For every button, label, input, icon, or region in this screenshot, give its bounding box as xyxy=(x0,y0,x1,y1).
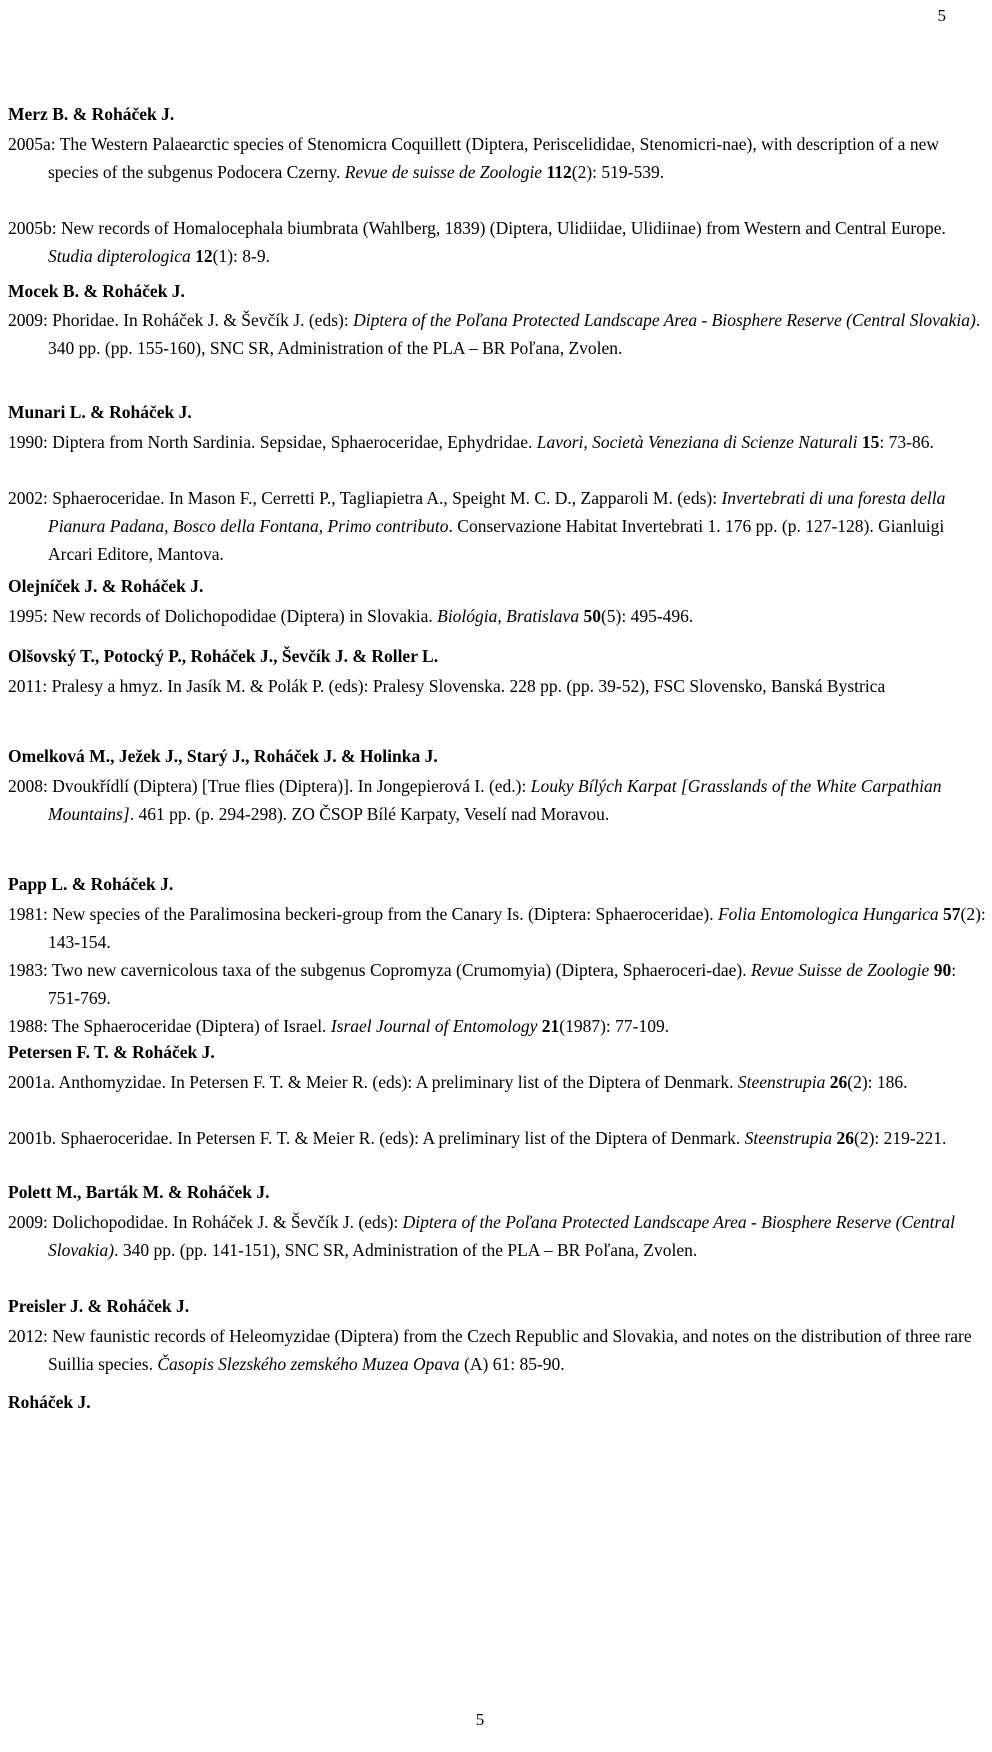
reference-text: (2): 143-154. xyxy=(48,904,986,952)
reference-text: 2012: New faunistic records of Heleomyzidae (Diptera) from the Czech Republic and Slovakia, and notes on the distribution of three rare Suillia species. xyxy=(8,1326,972,1374)
volume-number: 15 xyxy=(861,432,880,452)
author-heading: Roháček J. xyxy=(8,1392,91,1412)
reference-text: : 73-86. xyxy=(879,432,934,452)
reference-text: : 751-769. xyxy=(48,960,957,1008)
author-heading: Petersen F. T. & Roháček J. xyxy=(8,1042,215,1062)
author-heading: Merz B. & Roháček J. xyxy=(8,104,175,124)
author-heading: Preisler J. & Roháček J. xyxy=(8,1296,190,1316)
volume-number: 57 xyxy=(943,904,961,924)
journal-title: Israel Journal of Entomology xyxy=(330,1016,538,1036)
reference-text: (2): 186. xyxy=(847,1072,908,1092)
reference-entry xyxy=(8,130,992,186)
volume-number: 90 xyxy=(933,960,952,980)
reference-text: 1990: Diptera from North Sardinia. Sepsidae, Sphaeroceridae, Ephydridae. xyxy=(8,432,537,452)
journal-title: Invertebrati di una foresta della Pianura Padana, Bosco della Fontana, Primo contributo xyxy=(48,488,946,536)
author-heading: Olejníček J. & Roháček J. xyxy=(8,576,204,596)
reference-text: . 340 pp. (pp. 141-151), SNC SR, Administration of the PLA – BR Poľana, Zvolen. xyxy=(114,1240,698,1260)
reference-text: . 461 pp. (p. 294-298). ZO ČSOP Bílé Karpaty, Veselí nad Moravou. xyxy=(129,804,610,824)
reference-text: 2005a: The Western Palaearctic species of Stenomicra Coquillett (Diptera, Periscelididae, Stenomicri-nae), with description of a new species of the subgenus Podocera Czerny. xyxy=(8,134,939,182)
author-heading: Mocek B. & Roháček J. xyxy=(8,281,185,301)
reference-entry xyxy=(8,428,992,456)
reference-text: 2008: Dvoukřídlí (Diptera) [True flies (Diptera)]. In Jongepierová I. (ed.): xyxy=(8,776,531,796)
journal-title: Revue Suisse de Zoologie xyxy=(750,960,930,980)
volume-number: 26 xyxy=(836,1128,855,1148)
journal-title: Časopis Slezského zemského Muzea Opava xyxy=(157,1354,460,1374)
volume-number: 50 xyxy=(583,606,601,626)
author-heading: Polett M., Barták M. & Roháček J. xyxy=(8,1182,270,1202)
reference-text: . Conservazione Habitat Invertebrati 1. 176 pp. (p. 127-128). Gianluigi Arcari Editore, Mantova. xyxy=(48,516,945,564)
reference-entry xyxy=(8,1068,992,1096)
reference-text: 2011: Pralesy a hmyz. In Jasík M. & Polák P. (eds): Pralesy Slovenska. 228 pp. (pp. 39-52), FSC Slovensko, Banská Bystrica xyxy=(8,676,886,696)
volume-number: 21 xyxy=(541,1016,560,1036)
journal-title: Revue de suisse de Zoologie xyxy=(344,162,543,182)
page-number-top: 5 xyxy=(937,6,946,25)
reference-entry xyxy=(8,484,992,568)
reference-entry xyxy=(8,602,992,630)
reference-text: 1995: New records of Dolichopodidae (Diptera) in Slovakia. xyxy=(8,606,438,626)
reference-text: . 340 pp. (pp. 155-160), SNC SR, Administration of the PLA – BR Poľana, Zvolen. xyxy=(48,310,981,358)
reference-entry xyxy=(8,1124,992,1152)
journal-title: Steenstrupia xyxy=(737,1072,826,1092)
journal-title: Diptera of the Poľana Protected Landscape Area - Biosphere Reserve (Central Slovakia) xyxy=(353,310,976,330)
reference-entry xyxy=(8,956,992,1012)
reference-text: 2005b: New records of Homalocephala biumbrata (Wahlberg, 1839) (Diptera, Ulidiidae, Ulidiinae) from Western and Central Europe. xyxy=(8,218,946,238)
reference-entry xyxy=(8,672,992,700)
journal-title: Folia Entomologica Hungarica xyxy=(717,904,939,924)
author-heading: Papp L. & Roháček J. xyxy=(8,874,174,894)
journal-title: Steenstrupia xyxy=(744,1128,833,1148)
journal-title: Diptera of the Poľana Protected Landscape Area - Biosphere Reserve (Central Slovakia) xyxy=(48,1212,955,1260)
reference-entry xyxy=(8,214,992,270)
journal-title: Studia dipterologica xyxy=(48,246,191,266)
reference-text: 1981: New species of the Paralimosina beckeri-group from the Canary Is. (Diptera: Sphaeroceridae). xyxy=(8,904,718,924)
author-heading: Olšovský T., Potocký P., Roháček J., Ševčík J. & Roller L. xyxy=(8,646,439,666)
reference-text: (2): 519-539. xyxy=(571,162,665,182)
journal-title: Biológia, Bratislava xyxy=(437,606,580,626)
volume-number: 26 xyxy=(829,1072,848,1092)
reference-text: 2002: Sphaeroceridae. In Mason F., Cerretti P., Tagliapietra A., Speight M. C. D., Zapparoli M. (eds): xyxy=(8,488,722,508)
reference-text: 1988: The Sphaeroceridae (Diptera) of Israel. xyxy=(8,1016,331,1036)
journal-title: Lavori, Società Veneziana di Scienze Naturali xyxy=(536,432,858,452)
author-heading: Omelková M., Ježek J., Starý J., Roháček J. & Holinka J. xyxy=(8,746,438,766)
reference-text: (2): 219-221. xyxy=(854,1128,947,1148)
reference-text: 2009: Dolichopodidae. In Roháček J. & Ševčík J. (eds): xyxy=(8,1212,403,1232)
reference-text: 2009: Phoridae. In Roháček J. & Ševčík J. (eds): xyxy=(8,310,354,330)
volume-number: 112 xyxy=(546,162,572,182)
reference-text: (1): 8-9. xyxy=(212,246,270,266)
reference-entry xyxy=(8,1322,992,1378)
reference-text: (1987): 77-109. xyxy=(559,1016,670,1036)
author-heading: Munari L. & Roháček J. xyxy=(8,402,192,422)
reference-entry xyxy=(8,772,992,828)
reference-entry xyxy=(8,1012,992,1040)
reference-text: (5): 495-496. xyxy=(600,606,694,626)
reference-text: 2001a. Anthomyzidae. In Petersen F. T. & Meier R. (eds): A preliminary list of the Diptera of Denmark. xyxy=(8,1072,738,1092)
reference-entry xyxy=(8,900,992,956)
reference-text: (A) 61: 85-90. xyxy=(459,1354,565,1374)
volume-number: 12 xyxy=(195,246,213,266)
reference-entry xyxy=(8,306,992,362)
reference-text: 2001b. Sphaeroceridae. In Petersen F. T. & Meier R. (eds): A preliminary list of the Diptera of Denmark. xyxy=(8,1128,745,1148)
journal-title: Louky Bílých Karpat [Grasslands of the White Carpathian Mountains] xyxy=(48,776,942,824)
reference-text: 1983: Two new cavernicolous taxa of the subgenus Copromyza (Crumomyia) (Diptera, Sphaeroceri-dae). xyxy=(8,960,751,980)
reference-entry xyxy=(8,1208,992,1264)
page-number-bottom: 5 xyxy=(475,1710,485,1729)
